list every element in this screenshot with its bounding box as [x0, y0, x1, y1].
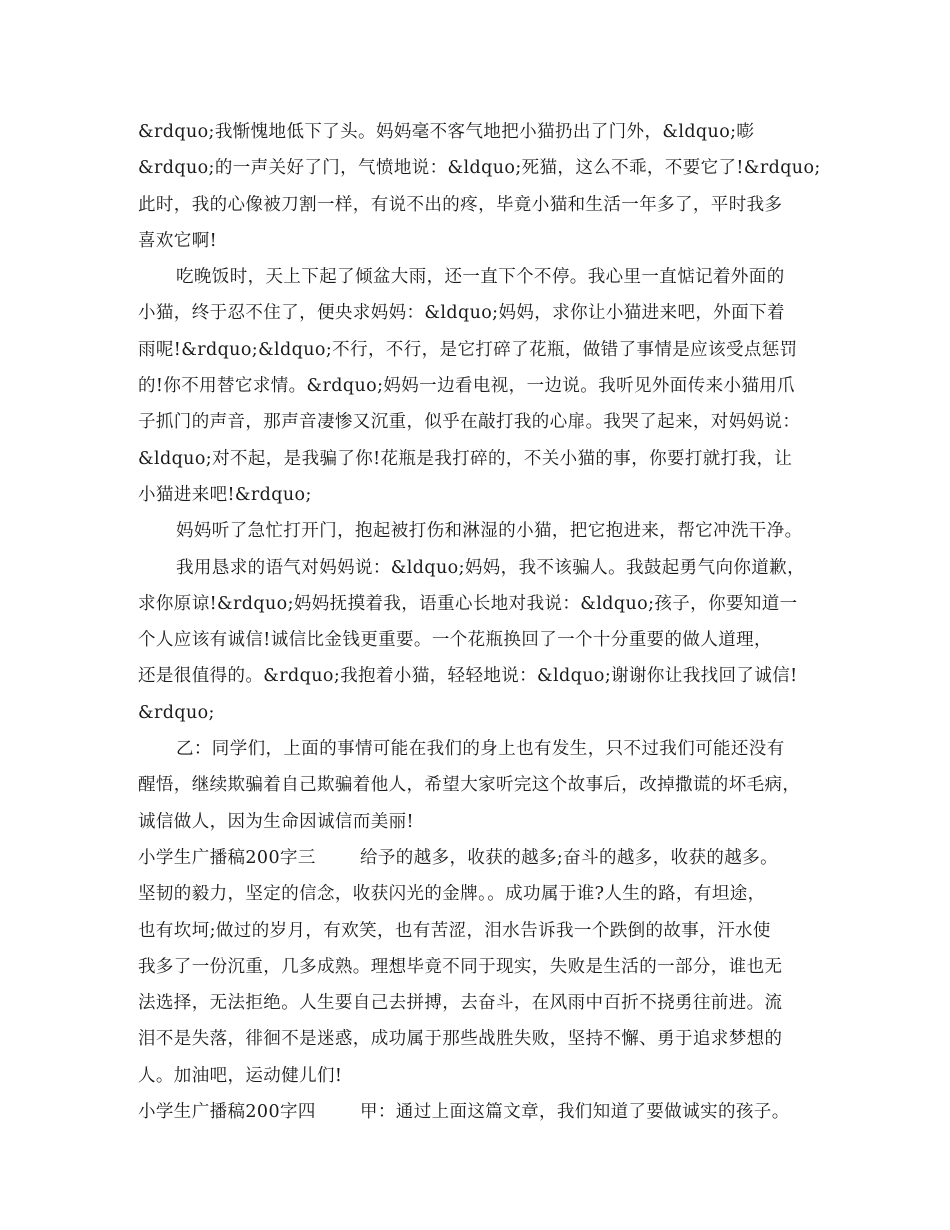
section-heading-line — [138, 1094, 818, 1130]
paragraph-line: 也有坎坷;做过的岁月，有欢笑，也有苦涩，泪水告诉我一个跌倒的故事，汗水使 — [138, 920, 771, 941]
paragraph-line: &ldquo;对不起，是我骗了你!花瓶是我打碎的，不关小猫的事，你要打就打我，让 — [138, 448, 793, 469]
paragraph-line: 吃晚饭时，天上下起了倾盆大雨，还一直下个不停。我心里一直惦记着外面的 — [176, 267, 785, 288]
paragraph-line: &rdquo;的一声关好了门，气愤地说：&ldquo;死猫，这么不乖，不要它了!&rdquo; — [138, 158, 821, 179]
paragraph-line: 雨呢!&rdquo;&ldquo;不行，不行，是它打碎了花瓶，做错了事情是应该受点惩罚 — [138, 339, 798, 360]
paragraph-line: &rdquo; — [138, 702, 215, 723]
paragraph-line: 泪不是失落，徘徊不是迷惑，成功属于那些战胜失败，坚持不懈、勇于追求梦想的 — [138, 1029, 783, 1050]
paragraph-line: 法选择，无法拒绝。人生要自己去拼搏，去奋斗，在风雨中百折不挠勇往前进。流 — [138, 993, 783, 1014]
paragraph-line: 还是很值得的。&rdquo;我抱着小猫，轻轻地说：&ldquo;谢谢你让我找回了诚信! — [138, 666, 798, 687]
section-first-line: 给予的越多，收获的越多;奋斗的越多，收获的越多。 — [360, 847, 778, 868]
paragraph-line: 的!你不用替它求情。&rdquo;妈妈一边看电视，一边说。我听见外面传来小猫用爪 — [138, 376, 796, 397]
document-body — [138, 114, 821, 1130]
paragraph-line: 坚韧的毅力，坚定的信念，收获闪光的金牌。。成功属于谁?人生的路，有坦途， — [138, 884, 766, 905]
section-heading: 小学生广播稿200字三 — [138, 847, 316, 868]
paragraph-line: 个人应该有诚信!诚信比金钱更重要。一个花瓶换回了一个十分重要的做人道理， — [138, 630, 772, 651]
paragraph-line: &rdquo;我惭愧地低下了头。妈妈毫不客气地把小猫扔出了门外，&ldquo;嘭 — [138, 122, 755, 142]
paragraph-line: 醒悟，继续欺骗着自己欺骗着他人，希望大家听完这个故事后，改掉撒谎的坏毛病， — [138, 775, 801, 796]
paragraph-line: 人。加油吧，运动健儿们! — [138, 1065, 343, 1086]
paragraph-line: 乙：同学们，上面的事情可能在我们的身上也有发生，只不过我们可能还没有 — [176, 739, 785, 760]
paragraph-line: 小猫，终于忍不住了，便央求妈妈：&ldquo;妈妈，求你让小猫进来吧，外面下着 — [138, 303, 785, 324]
section-heading: 小学生广播稿200字四 — [138, 1102, 316, 1123]
paragraph-line: 诚信做人，因为生命因诚信而美丽! — [138, 811, 414, 832]
paragraph-line: 我多了一份沉重，几多成熟。理想毕竟不同于现实，失败是生活的一部分，谁也无 — [138, 956, 783, 977]
section-first-line: 甲：通过上面这篇文章，我们知道了要做诚实的孩子。 — [360, 1102, 790, 1123]
paragraph-line: 求你原谅!&rdquo;妈妈抚摸着我，语重心长地对我说：&ldquo;孩子，你要知道一 — [138, 593, 798, 614]
section-heading-line — [138, 840, 818, 876]
paragraph-line: 小猫进来吧!&rdquo; — [138, 484, 312, 505]
paragraph-line: 喜欢它啊! — [138, 230, 218, 251]
paragraph-line: 我用恳求的语气对妈妈说：&ldquo;妈妈，我不该骗人。我鼓起勇气向你道歉， — [176, 557, 805, 578]
paragraph-line: 妈妈听了急忙打开门，抱起被打伤和淋湿的小猫，把它抱进来，帮它冲洗干净。 — [176, 521, 803, 542]
paragraph-line: 此时，我的心像被刀割一样，有说不出的疼，毕竟小猫和生活一年多了，平时我多 — [138, 194, 783, 215]
paragraph-line: 子抓门的声音，那声音凄惨又沉重，似乎在敲打我的心扉。我哭了起来，对妈妈说： — [138, 412, 801, 433]
